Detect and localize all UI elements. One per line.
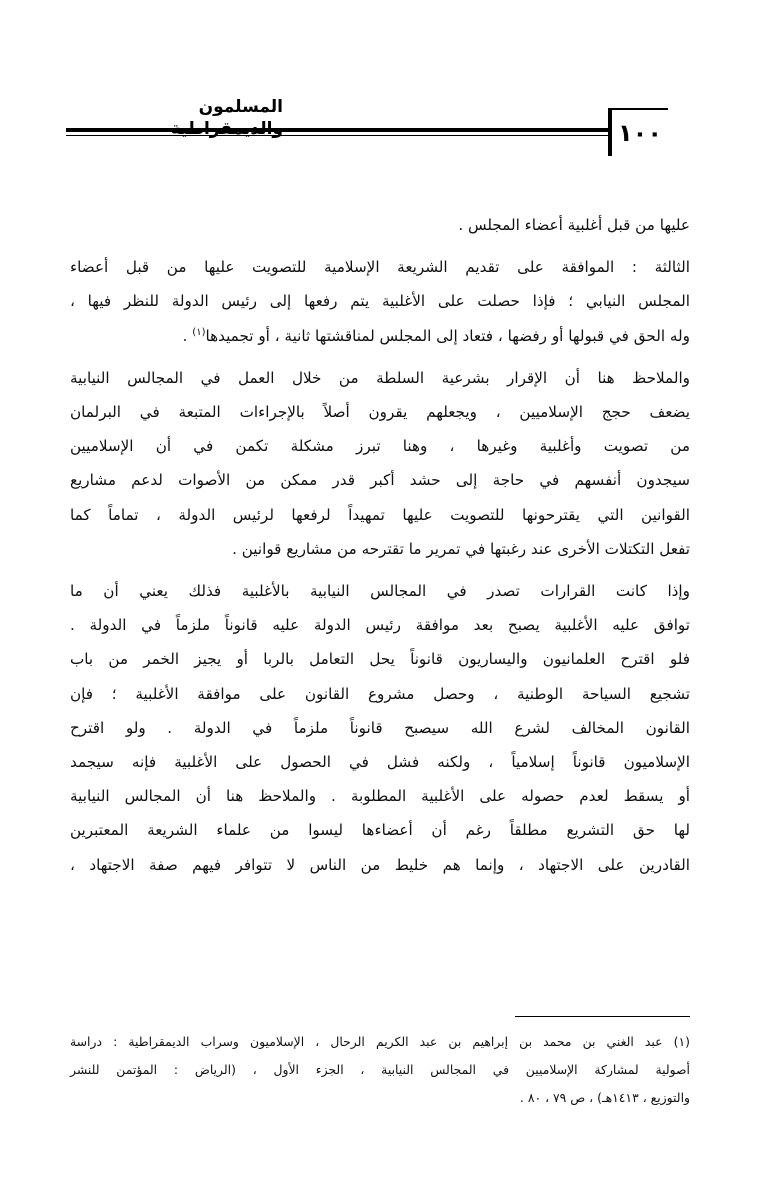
body-line: القوانين التي يقترحونها للتصويت عليها تمهيداً لرفعها لرئيس الدولة ، تماماً كما <box>70 505 690 524</box>
paragraph-gap <box>70 353 690 361</box>
footnote-line: أصولية لمشاركة الإسلاميين في المجالس النيابية ، الجزء الأول ، (الرياض : المؤتمن للنشر <box>70 1062 690 1077</box>
body-line: القانون المخالف لشرع الله سيصبح قانوناً ملزماً في الدولة . ولو اقترح <box>70 718 690 737</box>
running-title: المسلمون <box>198 97 283 117</box>
header-rule <box>66 128 608 132</box>
body-line: الإسلاميون قانوناً إسلامياً ، ولكنه فشل في الحصول على الأغلبية فإنه سيجمد <box>70 753 690 772</box>
body-line: توافق عليه الأغلبية يصبح بعد موافقة رئيس الدولة عليه قانوناً ملزماً في الدولة . <box>70 616 690 635</box>
body-line: تفعل التكتلات الأخرى عند رغبتها في تمرير ما تقترحه من مشاريع قوانين . <box>232 539 690 558</box>
footnote-line: والتوزيع ، ١٤١٣هـ) ، ص ٧٩ ، ٨٠ . <box>519 1090 690 1105</box>
body-line: سيجدون أنفسهم في حاجة إلى حشد أكبر قدر ممكن من الأصوات لدعم مشاريع <box>70 471 690 490</box>
footnote-line: (١) عبد الغني بن محمد بن إبراهيم بن عبد الكريم الرحال ، الإسلاميون وسراب الديمقراطية : دراسة <box>70 1034 690 1049</box>
body-line: فلو اقترح العلمانيون واليساريون قانوناً يحل التعامل بالربا أو يجيز الخمر من باب <box>70 650 690 669</box>
footnote-rule <box>515 1016 690 1017</box>
body-line: عليها من قبل أغلبية أعضاء المجلس . <box>458 216 690 234</box>
body-line-with-footnote <box>70 319 690 353</box>
body-line: القادرين على الاجتهاد ، وإنما هم خليط من الناس لا تتوافر فيهم صفة الاجتهاد ، <box>70 855 690 874</box>
body-line: وإذا كانت القرارات تصدر في المجالس النيابية بالأغلبية فذلك يعني أن ما <box>70 582 690 601</box>
body-line: لها حق التشريع مطلقاً رغم أن أعضاءها ليسوا من علماء الشريعة المعتبرين <box>70 821 690 840</box>
header-rule-thin <box>66 135 608 136</box>
footnote-marker: (١) <box>192 326 206 338</box>
body-line-text: وله الحق في قبولها أو رفضها ، فتعاد إلى المجلس لمناقشتها ثانية ، أو تجميدها <box>205 326 690 345</box>
body-line: يضعف حجج الإسلاميين ، ويجعلهم يقرون أصلاً بالإجراءات المتبعة في البرلمان <box>70 403 690 422</box>
body-line: والملاحظ هنا أن الإقرار بشرعية السلطة من خلال العمل في المجالس النيابية <box>70 368 690 387</box>
body-line: الثالثة : الموافقة على تقديم الشريعة الإسلامية للتصويت عليها من قبل أعضاء <box>70 258 690 277</box>
line-end-period: . <box>182 326 193 345</box>
body-line: من تصويت وأغلبية وغيرها ، وهنا تبرز مشكلة تكمن في أن الإسلاميين <box>70 437 690 456</box>
paragraph-gap <box>70 242 690 250</box>
footnote <box>70 1028 690 1112</box>
body-line: أو يسقط لعدم حصوله على الأغلبية المطلوبة . والملاحظ هنا أن المجالس النيابية <box>70 787 690 806</box>
body-line: المجلس النيابي ؛ فإذا حصلت على الأغلبية يتم رفعها إلى رئيس الدولة للنظر فيها ، <box>70 292 690 311</box>
body-line: تشجيع السياحة الوطنية ، وحصل مشروع القانون على موافقة الأغلبية ؛ فإن <box>70 684 690 703</box>
paragraph-gap <box>70 566 690 574</box>
page-number: ١٠٠ <box>608 108 668 156</box>
body-text <box>70 208 690 882</box>
